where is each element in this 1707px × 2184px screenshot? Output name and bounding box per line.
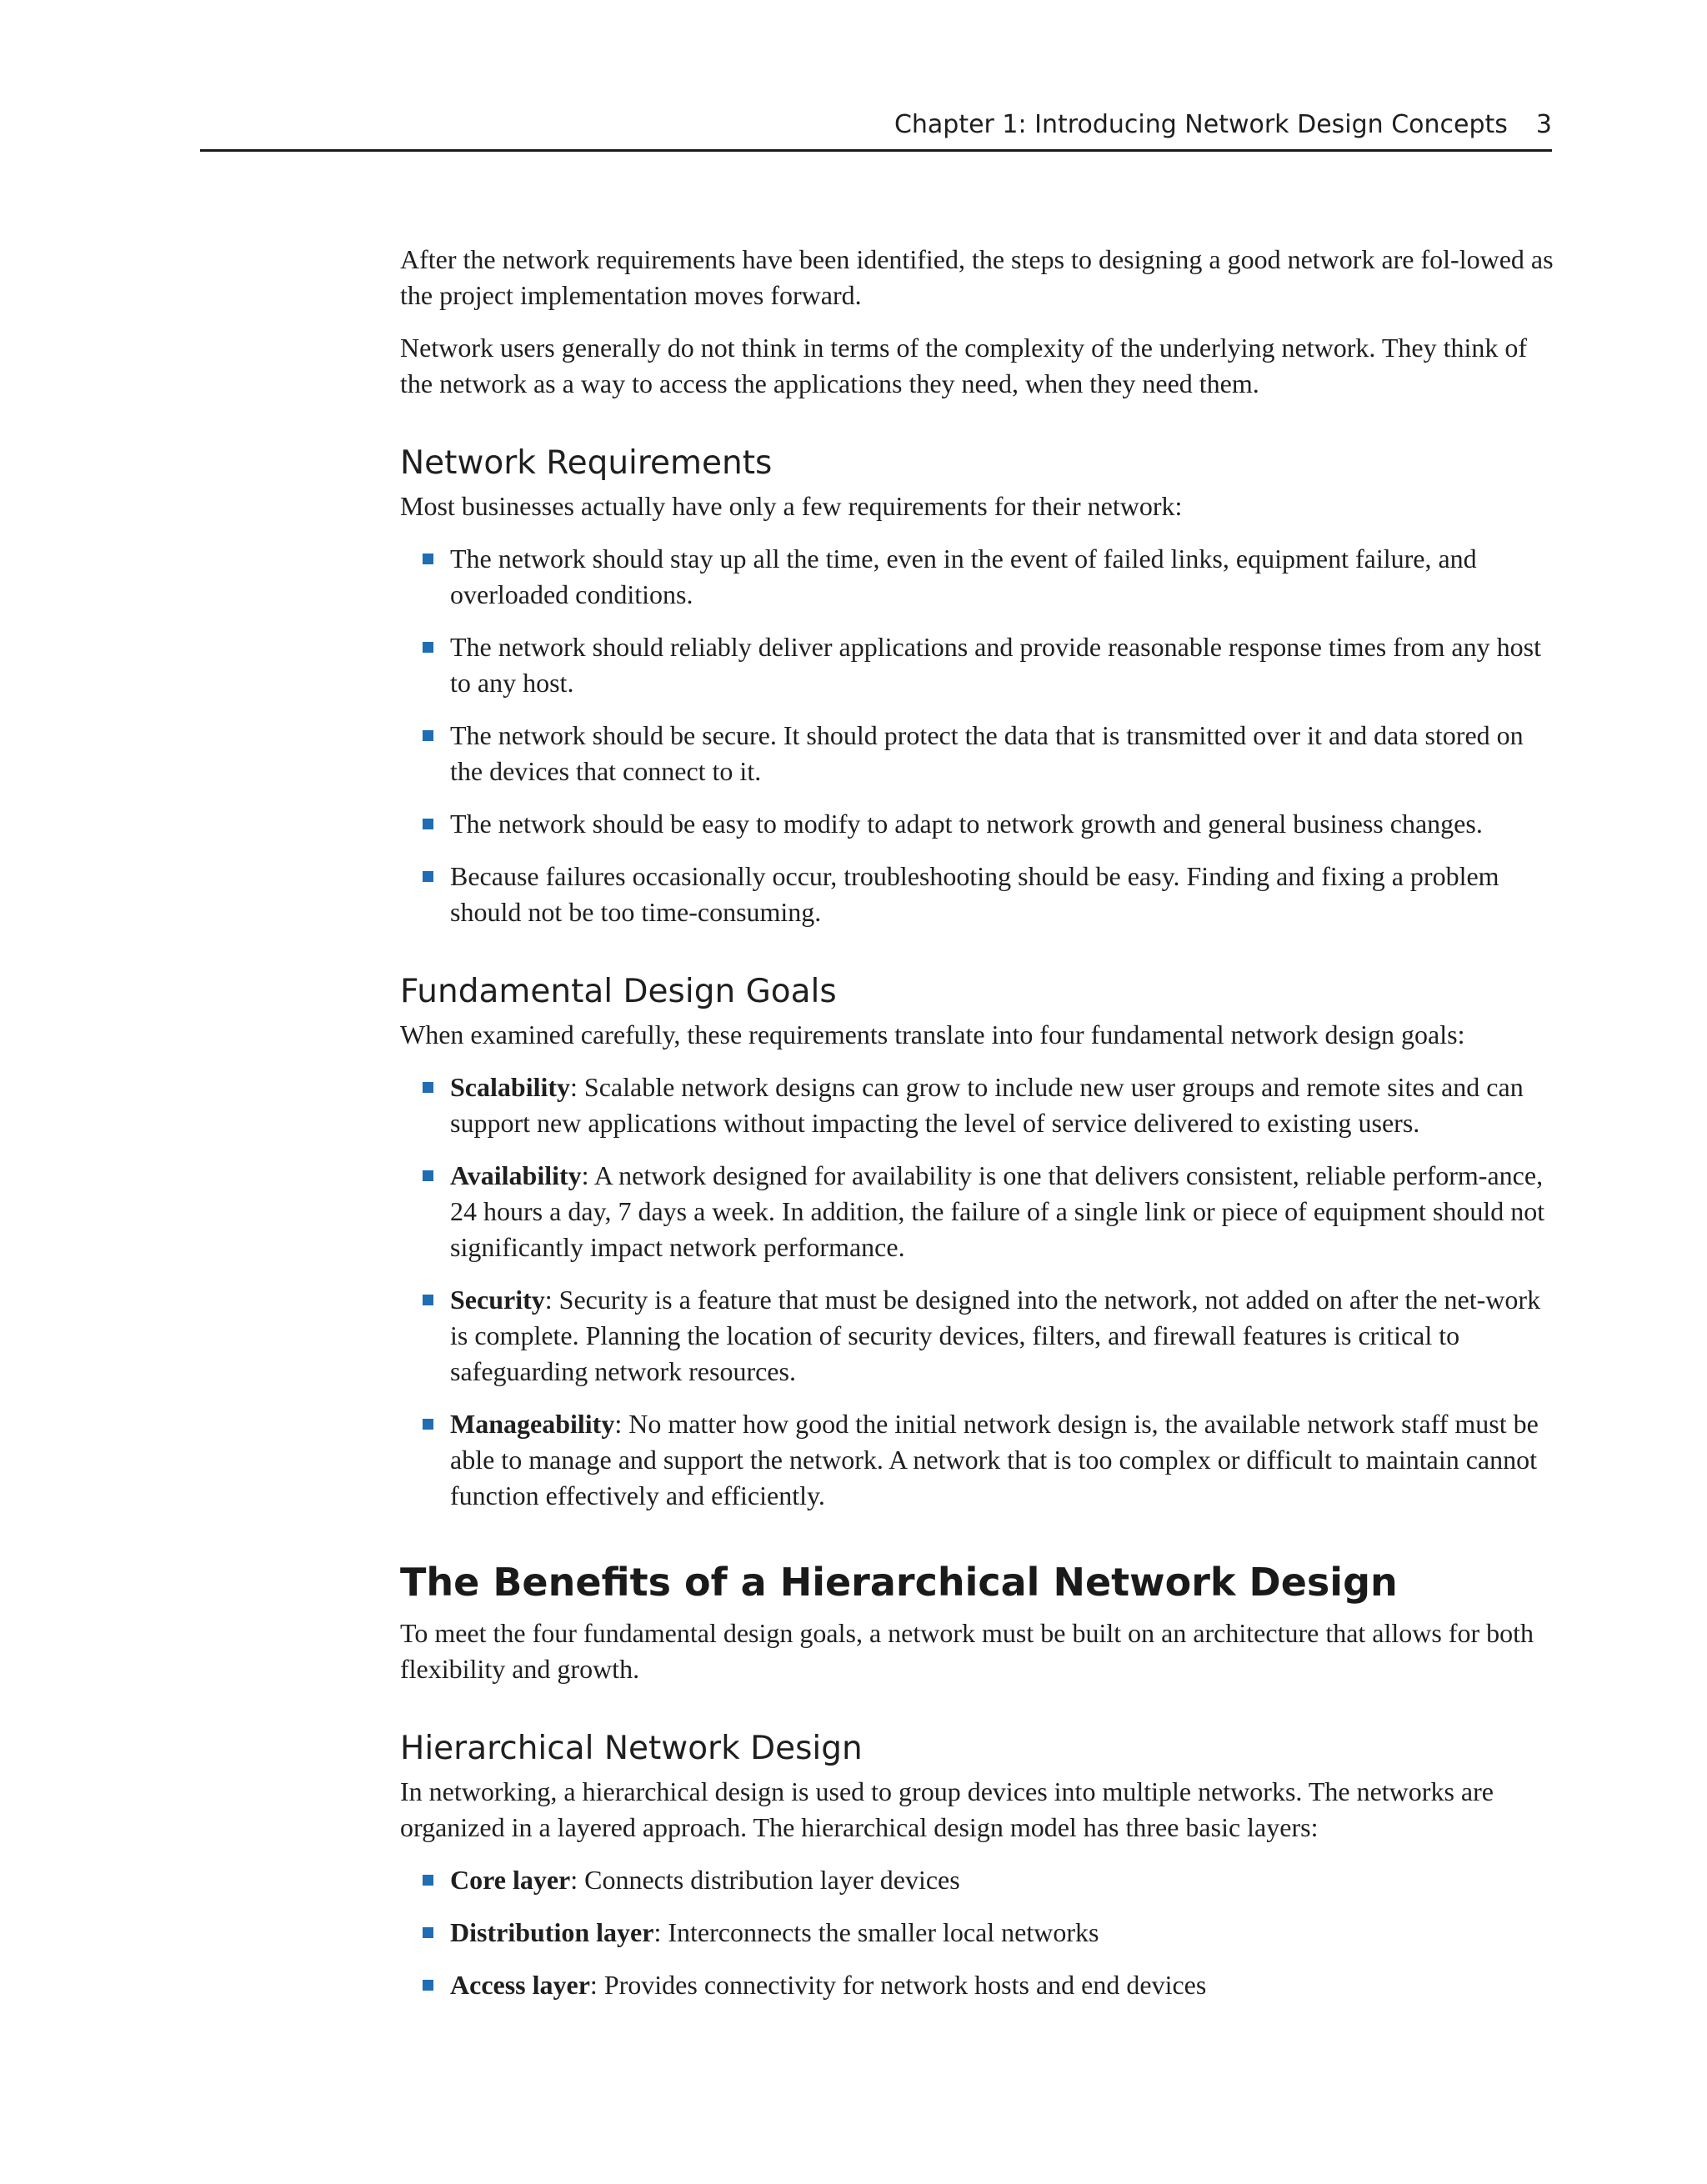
- square-bullet-icon: [423, 730, 433, 741]
- square-bullet-icon: [423, 1875, 433, 1886]
- benefits-paragraph: To meet the four fundamental design goals, a network must be built on an architecture that allows for both flexibility and growth.: [400, 1618, 1534, 1684]
- list-item: The network should be secure. It should protect the data that is transmitted over it and data stored on the devices that connect to it.: [400, 718, 1554, 789]
- square-bullet-icon: [423, 554, 433, 564]
- section-heading-hierarchical-design: Hierarchical Network Design: [400, 1730, 863, 1767]
- square-bullet-icon: [423, 1419, 433, 1430]
- square-bullet-icon: [423, 1927, 433, 1938]
- list-term: Distribution layer: [450, 1917, 654, 1947]
- section-lead: Most businesses actually have only a few requirements for their network:: [400, 491, 1183, 521]
- intro-paragraph: Network users generally do not think in terms of the complexity of the underlying network. They think of the network as a way to access the applications they need, when they need them.: [400, 333, 1528, 398]
- list-item: Distribution layer: Interconnects the smaller local networks: [400, 1915, 1554, 1951]
- layers-list: [400, 1862, 1554, 2003]
- page-number: 3: [1535, 110, 1552, 139]
- section-lead: In networking, a hierarchical design is used to group devices into multiple networks. The networks are organized in a layered approach. The hierarchical design model has three basic layers:: [400, 1776, 1494, 1842]
- section-heading-design-goals: Fundamental Design Goals: [400, 973, 837, 1010]
- chapter-title: Chapter 1: Introducing Network Design Concepts: [894, 110, 1508, 139]
- list-item: Manageability: No matter how good the initial network design is, the available network staff must be able to manage and support the network. A network that is too complex or difficult to maintain cannot function effectively and efficiently.: [400, 1406, 1554, 1514]
- square-bullet-icon: [423, 1980, 433, 1991]
- list-term: Access layer: [450, 1970, 590, 2000]
- design-goals-list: [400, 1069, 1554, 1514]
- square-bullet-icon: [423, 1082, 433, 1093]
- page-body: [400, 242, 1554, 2020]
- square-bullet-icon: [423, 642, 433, 653]
- square-bullet-icon: [423, 1170, 433, 1181]
- list-item: Scalability: Scalable network designs can grow to include new user groups and remote sites and can support new applications without impacting the level of service delivered to existing users.: [400, 1069, 1554, 1141]
- running-header: [200, 110, 1552, 152]
- square-bullet-icon: [423, 819, 433, 829]
- section-lead: When examined carefully, these requirements translate into four fundamental network design goals:: [400, 1019, 1465, 1049]
- major-heading-benefits: The Benefits of a Hierarchical Network Design: [400, 1560, 1398, 1605]
- section-heading-network-requirements: Network Requirements: [400, 444, 773, 482]
- requirements-list: [400, 541, 1554, 930]
- list-item: The network should reliably deliver applications and provide reasonable response times from any host to any host.: [400, 629, 1554, 701]
- list-item: The network should be easy to modify to adapt to network growth and general business changes.: [400, 806, 1554, 842]
- list-item: Core layer: Connects distribution layer devices: [400, 1862, 1554, 1898]
- list-term: Availability: [450, 1160, 582, 1190]
- list-item: Security: Security is a feature that must be designed into the network, not added on after the net-work is complete. Planning the location of security devices, filters, and firewall features is critical to safeguarding network resources.: [400, 1282, 1554, 1390]
- square-bullet-icon: [423, 871, 433, 882]
- list-item: Because failures occasionally occur, troubleshooting should be easy. Finding and fixing a problem should not be too time-consuming.: [400, 859, 1554, 930]
- list-term: Manageability: [450, 1409, 615, 1439]
- list-item: Access layer: Provides connectivity for network hosts and end devices: [400, 1967, 1554, 2003]
- intro-paragraph: After the network requirements have been identified, the steps to designing a good network are fol-lowed as the project implementation moves forward.: [400, 244, 1554, 310]
- list-item: The network should stay up all the time, even in the event of failed links, equipment failure, and overloaded conditions.: [400, 541, 1554, 613]
- square-bullet-icon: [423, 1295, 433, 1305]
- list-term: Scalability: [450, 1072, 571, 1102]
- list-item: Availability: A network designed for availability is one that delivers consistent, reliable perform-ance, 24 hours a day, 7 days a week. In addition, the failure of a single link or piece of equipment should not significantly impact network performance.: [400, 1158, 1554, 1265]
- list-term: Security: [450, 1285, 545, 1315]
- list-term: Core layer: [450, 1865, 571, 1895]
